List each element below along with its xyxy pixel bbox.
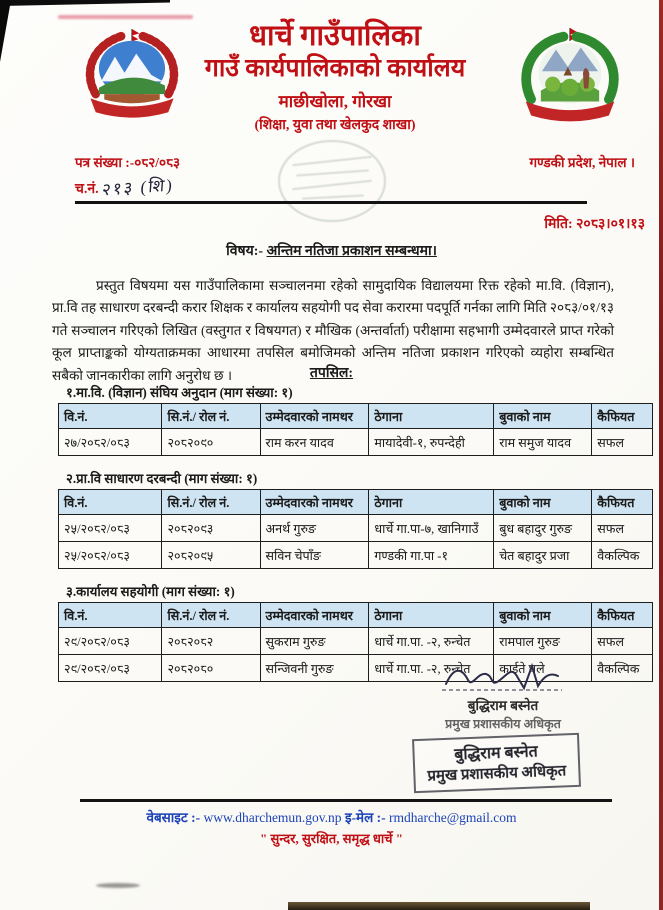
header-divider-line — [75, 201, 587, 204]
table-cell: २०८२०९५ — [162, 542, 260, 569]
bottom-smudge-artifact — [96, 883, 140, 888]
letter-date: मिति: २०८३।०१।१३ — [544, 217, 645, 232]
province-label: गण्डकी प्रदेश, नेपाल । — [529, 155, 635, 170]
scan-edge-red-stripe — [659, 0, 663, 910]
ref-number-label: च.नं. — [75, 182, 99, 197]
table-row — [59, 542, 653, 569]
table-cell: २५/२०८२/०८३ — [59, 515, 162, 542]
scan-bottom-artifact — [288, 902, 590, 910]
table-row — [59, 628, 653, 655]
table-cell: २७/२०८२/०८३ — [59, 429, 162, 456]
result-table — [58, 489, 653, 569]
table-cell: मायादेवी-१, रुपन्देही — [369, 429, 494, 456]
column-header: उम्मेदवारको नामथर — [260, 490, 369, 515]
column-header: वि.नं. — [59, 603, 162, 628]
subject-text: अन्तिम नतिजा प्रकाशन सम्बन्धमा। — [266, 244, 437, 259]
column-header: सि.नं./ रोल नं. — [162, 490, 260, 515]
table-cell: २०८२०९० — [162, 429, 260, 456]
table-cell: धार्चे गा.पा-७, खानिगाउँ — [369, 515, 494, 542]
table-cell: सफल — [592, 429, 653, 456]
table-cell: सन्जिवनी गुरुङ — [260, 655, 369, 682]
table-cell: सविन चेपाँङ — [260, 542, 369, 569]
table-cell: धार्चे गा.पा. -२, रुन्चेत — [369, 655, 494, 682]
footer — [0, 808, 663, 847]
result-table — [58, 403, 653, 456]
official-stamp — [412, 733, 581, 793]
municipality-logo — [511, 28, 629, 136]
column-header: ठेगाना — [369, 490, 494, 515]
stamp-title: प्रमुख प्रशासकीय अधिकृत — [426, 763, 567, 785]
section-heading: १.मा.वि. (विज्ञान) संघिय अनुदान (माग संख्या: १) — [66, 385, 293, 400]
table-cell: चेत बहादुर प्रजा — [494, 542, 592, 569]
column-header: सि.नं./ रोल नं. — [162, 404, 260, 429]
scan-corner-artifact — [0, 0, 11, 62]
email-label: इ-मेल :- — [344, 810, 386, 825]
letter-number: पत्र संख्या :-०८२/०८३ — [75, 155, 181, 170]
office-name: गाउँ कार्यपालिकाको कार्यालय — [204, 55, 466, 83]
section-heading: २.प्रा.वि साधारण दरबन्दी (माग संख्या: १) — [66, 471, 258, 486]
office-address: माछीखोला, गोरखा — [278, 91, 392, 111]
column-header: सि.नं./ रोल नं. — [162, 603, 260, 628]
signature-block — [383, 658, 623, 790]
table-cell: २९/२०८२/०८३ — [59, 628, 162, 655]
letterhead — [150, 20, 520, 134]
table-cell: २०८२०८० — [162, 655, 260, 682]
table-cell: सफल — [592, 628, 653, 655]
result-section-2 — [58, 469, 653, 569]
column-header: कैफियत — [592, 490, 653, 515]
column-header: ठेगाना — [369, 603, 494, 628]
table-cell: काईते घले — [494, 655, 592, 682]
handwritten-signature — [428, 658, 578, 696]
table-cell: धार्चे गा.पा. -२, रुन्चेत — [369, 628, 494, 655]
table-row — [59, 515, 653, 542]
column-header: कैफियत — [592, 404, 653, 429]
municipality-name: धार्चे गाउँपालिका — [249, 20, 421, 52]
column-header: ठेगाना — [369, 404, 494, 429]
stamp-name: बुद्धिराम बस्नेत — [453, 743, 538, 764]
body-paragraph: प्रस्तुत विषयमा यस गाउँपालिकामा सञ्चालनमा रहेको सामुदायिक विद्यालयमा रिक्त रहेको मा.वि. (विज्ञान), प्रा.वि तह साधारण दरबन्दी करार शिक्षक र कार्यालय सहयोगी पद सेवा करारमा पदपूर्ति गर्नका लागि मिति २०८३/०१/१३ गते सञ्चालन गरिएको लिखित (वस्तुगत र विषयगत) र मौखिक (अन्तर्वार्ता) परीक्षामा सहभागी उम्मेदवारले प्राप्त गरेको कूल प्राप्ताङ्कको योग्यताक्रमका आधारमा तपसिल बमोजिमको अन्तिम नतिजा प्रकाशन गरिएको व्यहोरा सम्बन्धित सबैको जानकारीका लागि अनुरोध छ । — [52, 277, 614, 383]
table-cell: अनर्थ गुरुङ — [260, 515, 369, 542]
column-header: बुवाको नाम — [494, 490, 592, 515]
signatory-title: प्रमुख प्रशासकीय अधिकृत — [445, 717, 561, 731]
result-section-1 — [58, 383, 653, 456]
table-cell: २०८२०९३ — [162, 515, 260, 542]
table-cell: २९/२०८२/०८३ — [59, 655, 162, 682]
footer-divider-line — [80, 799, 612, 802]
subject-label: विषय:- — [226, 244, 264, 259]
table-cell: गण्डकी गा.पा -१ — [369, 542, 494, 569]
branch-name: (शिक्षा, युवा तथा खेलकुद शाखा) — [254, 117, 416, 133]
table-cell: रामपाल गुरुङ — [494, 628, 592, 655]
scan-edge-artifact — [0, 0, 170, 6]
table-row — [59, 429, 653, 456]
table-cell: वैकल्पिक — [592, 655, 653, 682]
column-header: वि.नं. — [59, 490, 162, 515]
website-url[interactable]: www.dharchemun.gov.np — [203, 810, 342, 825]
website-label: वेबसाइट :- — [146, 810, 201, 825]
pink-smudge-artifact — [58, 15, 193, 19]
table-cell: २०८२०८२ — [162, 628, 260, 655]
column-header: बुवाको नाम — [494, 404, 592, 429]
ref-number-handwritten: २१३ (शि) — [101, 175, 175, 200]
subject-line — [0, 241, 663, 260]
column-header: उम्मेदवारको नामथर — [260, 603, 369, 628]
signatory-name: बुद्धिराम बस्नेत — [467, 698, 539, 713]
column-header: वि.नं. — [59, 404, 162, 429]
tapsil-heading: तपसिल: — [309, 366, 354, 381]
column-header: बुवाको नाम — [494, 603, 592, 628]
table-cell: राम समुज यादव — [494, 429, 592, 456]
column-header: कैफियत — [592, 603, 653, 628]
column-header: उम्मेदवारको नामथर — [260, 404, 369, 429]
email-address[interactable]: rmdharche@gmail.com — [389, 810, 517, 825]
table-cell: राम करन यादव — [260, 429, 369, 456]
table-cell: सुकराम गुरुङ — [260, 628, 369, 655]
letter-meta — [75, 153, 635, 198]
result-tables — [58, 383, 653, 695]
table-cell: २५/२०८२/०८३ — [59, 542, 162, 569]
section-heading: ३.कार्यालय सहयोगी (माग संख्या: १) — [66, 584, 235, 599]
slogan: " सुन्दर, सुरक्षित, समृद्ध धार्चे " — [260, 831, 403, 846]
table-cell: वैकल्पिक — [592, 542, 653, 569]
table-cell: सफल — [592, 515, 653, 542]
table-cell: बुध बहादुर गुरुङ — [494, 515, 592, 542]
